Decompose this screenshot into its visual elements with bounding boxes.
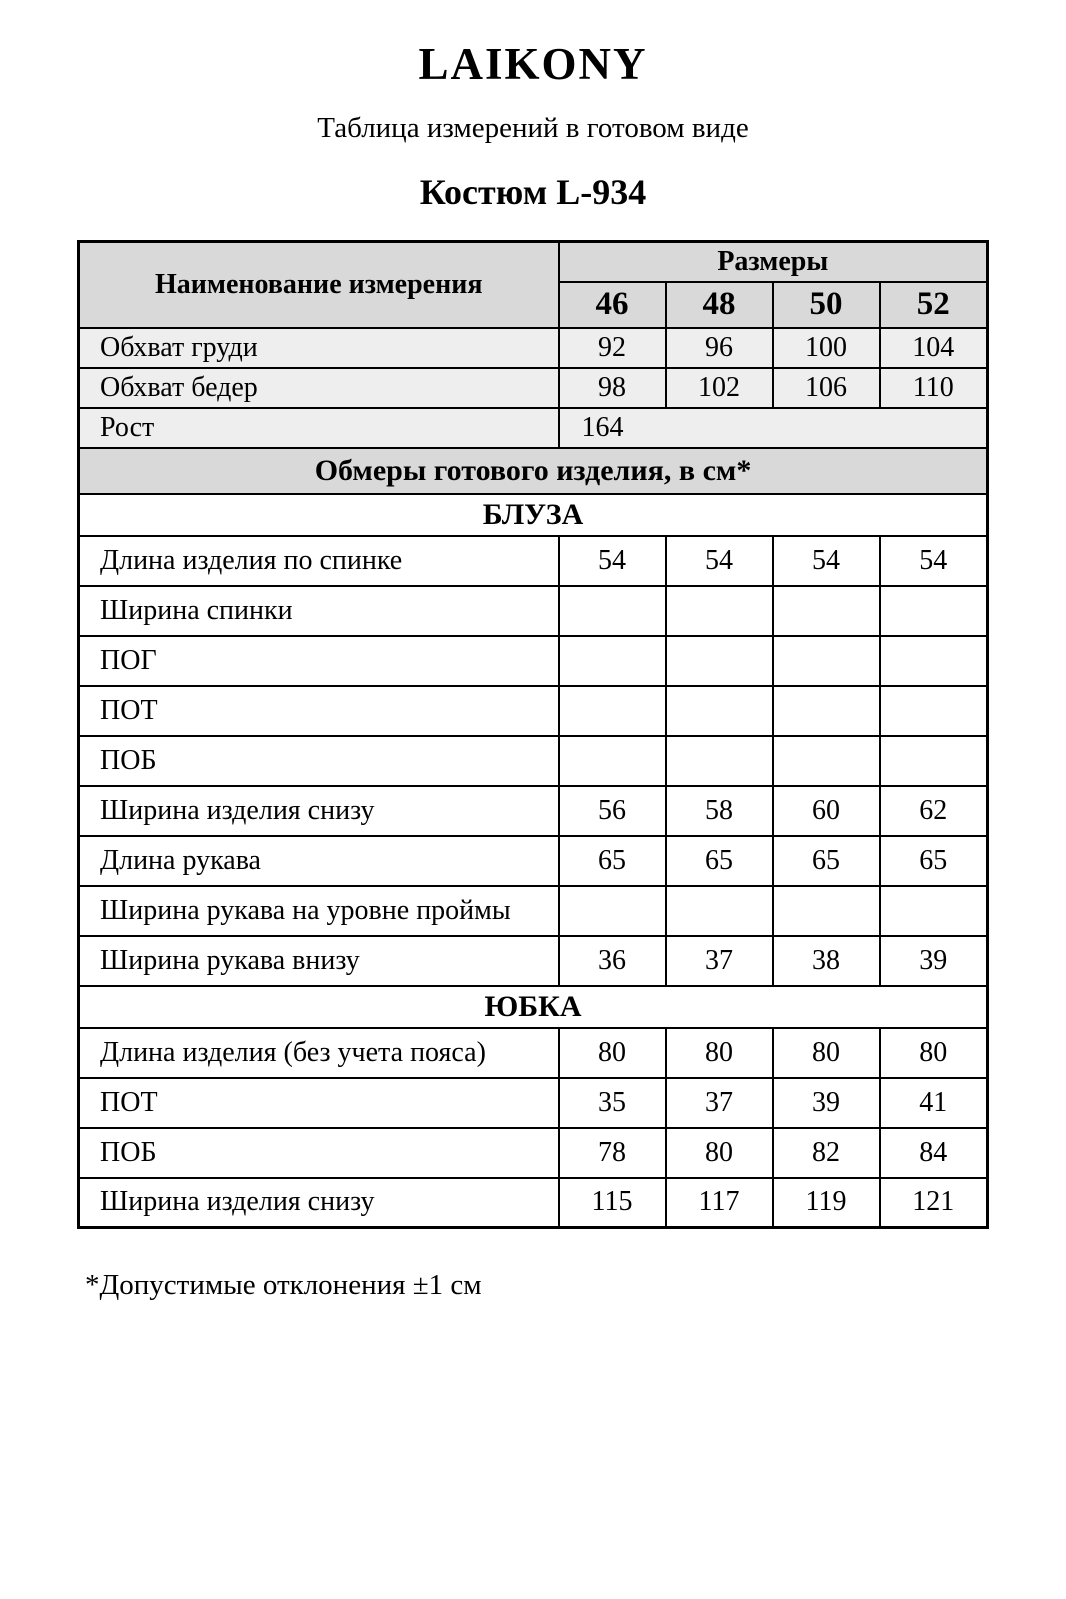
- section-row: [79, 448, 988, 494]
- measure-value: 80: [666, 1028, 773, 1078]
- measure-value: 80: [666, 1128, 773, 1178]
- measure-value: 92: [559, 328, 666, 368]
- measure-value: [773, 636, 880, 686]
- measure-value: 80: [559, 1028, 666, 1078]
- measure-value: 84: [880, 1128, 988, 1178]
- measure-value: 38: [773, 936, 880, 986]
- measure-label: ПОТ: [79, 686, 559, 736]
- measure-value: [559, 736, 666, 786]
- size-column-header: 50: [773, 282, 880, 328]
- measure-value: [773, 686, 880, 736]
- sizes-header: Размеры: [559, 242, 988, 282]
- measure-value: 65: [666, 836, 773, 886]
- table-row: [79, 736, 988, 786]
- measure-label: ПОГ: [79, 636, 559, 686]
- measurement-table: [77, 240, 989, 1229]
- measure-value: 56: [559, 786, 666, 836]
- measure-value: [880, 636, 988, 686]
- size-column-header: 52: [880, 282, 988, 328]
- table-row: [79, 836, 988, 886]
- table-row: [79, 1178, 988, 1228]
- section-row: [79, 494, 988, 536]
- brand-title: LAIKONY: [418, 39, 648, 89]
- table-row: [79, 328, 988, 368]
- measure-value: 80: [773, 1028, 880, 1078]
- measure-value: 78: [559, 1128, 666, 1178]
- measure-label: ПОБ: [79, 1128, 559, 1178]
- measure-value: 80: [880, 1028, 988, 1078]
- measure-value: [880, 586, 988, 636]
- measure-label: Ширина изделия снизу: [79, 786, 559, 836]
- measure-value: 100: [773, 328, 880, 368]
- table-row: [79, 1128, 988, 1178]
- table-row: [79, 1078, 988, 1128]
- measure-value: [773, 586, 880, 636]
- table-header-row: [79, 242, 988, 282]
- measure-value: [880, 736, 988, 786]
- measure-value: 104: [880, 328, 988, 368]
- measure-value: [666, 586, 773, 636]
- product-title: Костюм L-934: [419, 172, 647, 212]
- measure-value: [559, 586, 666, 636]
- measure-value: 115: [559, 1178, 666, 1228]
- measure-value: [880, 886, 988, 936]
- measure-label: Длина изделия (без учета пояса): [79, 1028, 559, 1078]
- table-row: [79, 936, 988, 986]
- table-row: [79, 536, 988, 586]
- section-row: [79, 986, 988, 1028]
- table-row: [79, 408, 988, 448]
- measure-value: 110: [880, 368, 988, 408]
- table-row: [79, 686, 988, 736]
- measure-value: 36: [559, 936, 666, 986]
- measure-value: 35: [559, 1078, 666, 1128]
- sheet-subtitle: Таблица измерений в готовом виде: [317, 112, 749, 144]
- measure-value: [666, 686, 773, 736]
- size-column-header: 46: [559, 282, 666, 328]
- table-row: [79, 1028, 988, 1078]
- measure-value: 98: [559, 368, 666, 408]
- measure-value: [666, 736, 773, 786]
- table-row: [79, 636, 988, 686]
- measure-value: 62: [880, 786, 988, 836]
- measure-value: [880, 686, 988, 736]
- measure-label: Длина рукава: [79, 836, 559, 886]
- measure-value: 37: [666, 936, 773, 986]
- measure-label: Рост: [79, 408, 559, 448]
- measure-label: Ширина рукава на уровне проймы: [79, 886, 559, 936]
- measure-label: Обхват груди: [79, 328, 559, 368]
- measure-value: [559, 886, 666, 936]
- measure-value: 39: [880, 936, 988, 986]
- measure-value: 65: [880, 836, 988, 886]
- measure-value: 41: [880, 1078, 988, 1128]
- section-title: ЮБКА: [79, 986, 988, 1028]
- measure-value: 102: [666, 368, 773, 408]
- table-row: [79, 886, 988, 936]
- table-row: [79, 368, 988, 408]
- section-title: Обмеры готового изделия, в см*: [79, 448, 988, 494]
- measure-value: [773, 886, 880, 936]
- measure-label: ПОТ: [79, 1078, 559, 1128]
- measure-value: 121: [880, 1178, 988, 1228]
- measure-value: 39: [773, 1078, 880, 1128]
- measure-label: Обхват бедер: [79, 368, 559, 408]
- tolerance-footnote: *Допустимые отклонения ±1 см: [85, 1269, 482, 1301]
- measure-value: [666, 886, 773, 936]
- measure-value-merged: 164: [559, 408, 988, 448]
- measure-value: [559, 686, 666, 736]
- measure-value: 37: [666, 1078, 773, 1128]
- measure-value: 54: [559, 536, 666, 586]
- measure-label: Ширина рукава внизу: [79, 936, 559, 986]
- measure-label: ПОБ: [79, 736, 559, 786]
- measure-value: 54: [773, 536, 880, 586]
- measure-value: 54: [880, 536, 988, 586]
- measure-value: 117: [666, 1178, 773, 1228]
- measurement-table-body: [79, 328, 988, 1228]
- measure-label: Длина изделия по спинке: [79, 536, 559, 586]
- measurement-name-header: Наименование измерения: [79, 242, 559, 328]
- measure-value: 54: [666, 536, 773, 586]
- measure-label: Ширина спинки: [79, 586, 559, 636]
- section-title: БЛУЗА: [79, 494, 988, 536]
- measure-value: 65: [559, 836, 666, 886]
- measure-value: 82: [773, 1128, 880, 1178]
- table-row: [79, 586, 988, 636]
- measure-value: 60: [773, 786, 880, 836]
- measure-value: 119: [773, 1178, 880, 1228]
- table-row: [79, 786, 988, 836]
- size-column-header: 48: [666, 282, 773, 328]
- measure-label: Ширина изделия снизу: [79, 1178, 559, 1228]
- measure-value: 96: [666, 328, 773, 368]
- measure-value: [559, 636, 666, 686]
- measure-value: 106: [773, 368, 880, 408]
- measure-value: [666, 636, 773, 686]
- measure-value: [773, 736, 880, 786]
- measure-value: 58: [666, 786, 773, 836]
- measure-value: 65: [773, 836, 880, 886]
